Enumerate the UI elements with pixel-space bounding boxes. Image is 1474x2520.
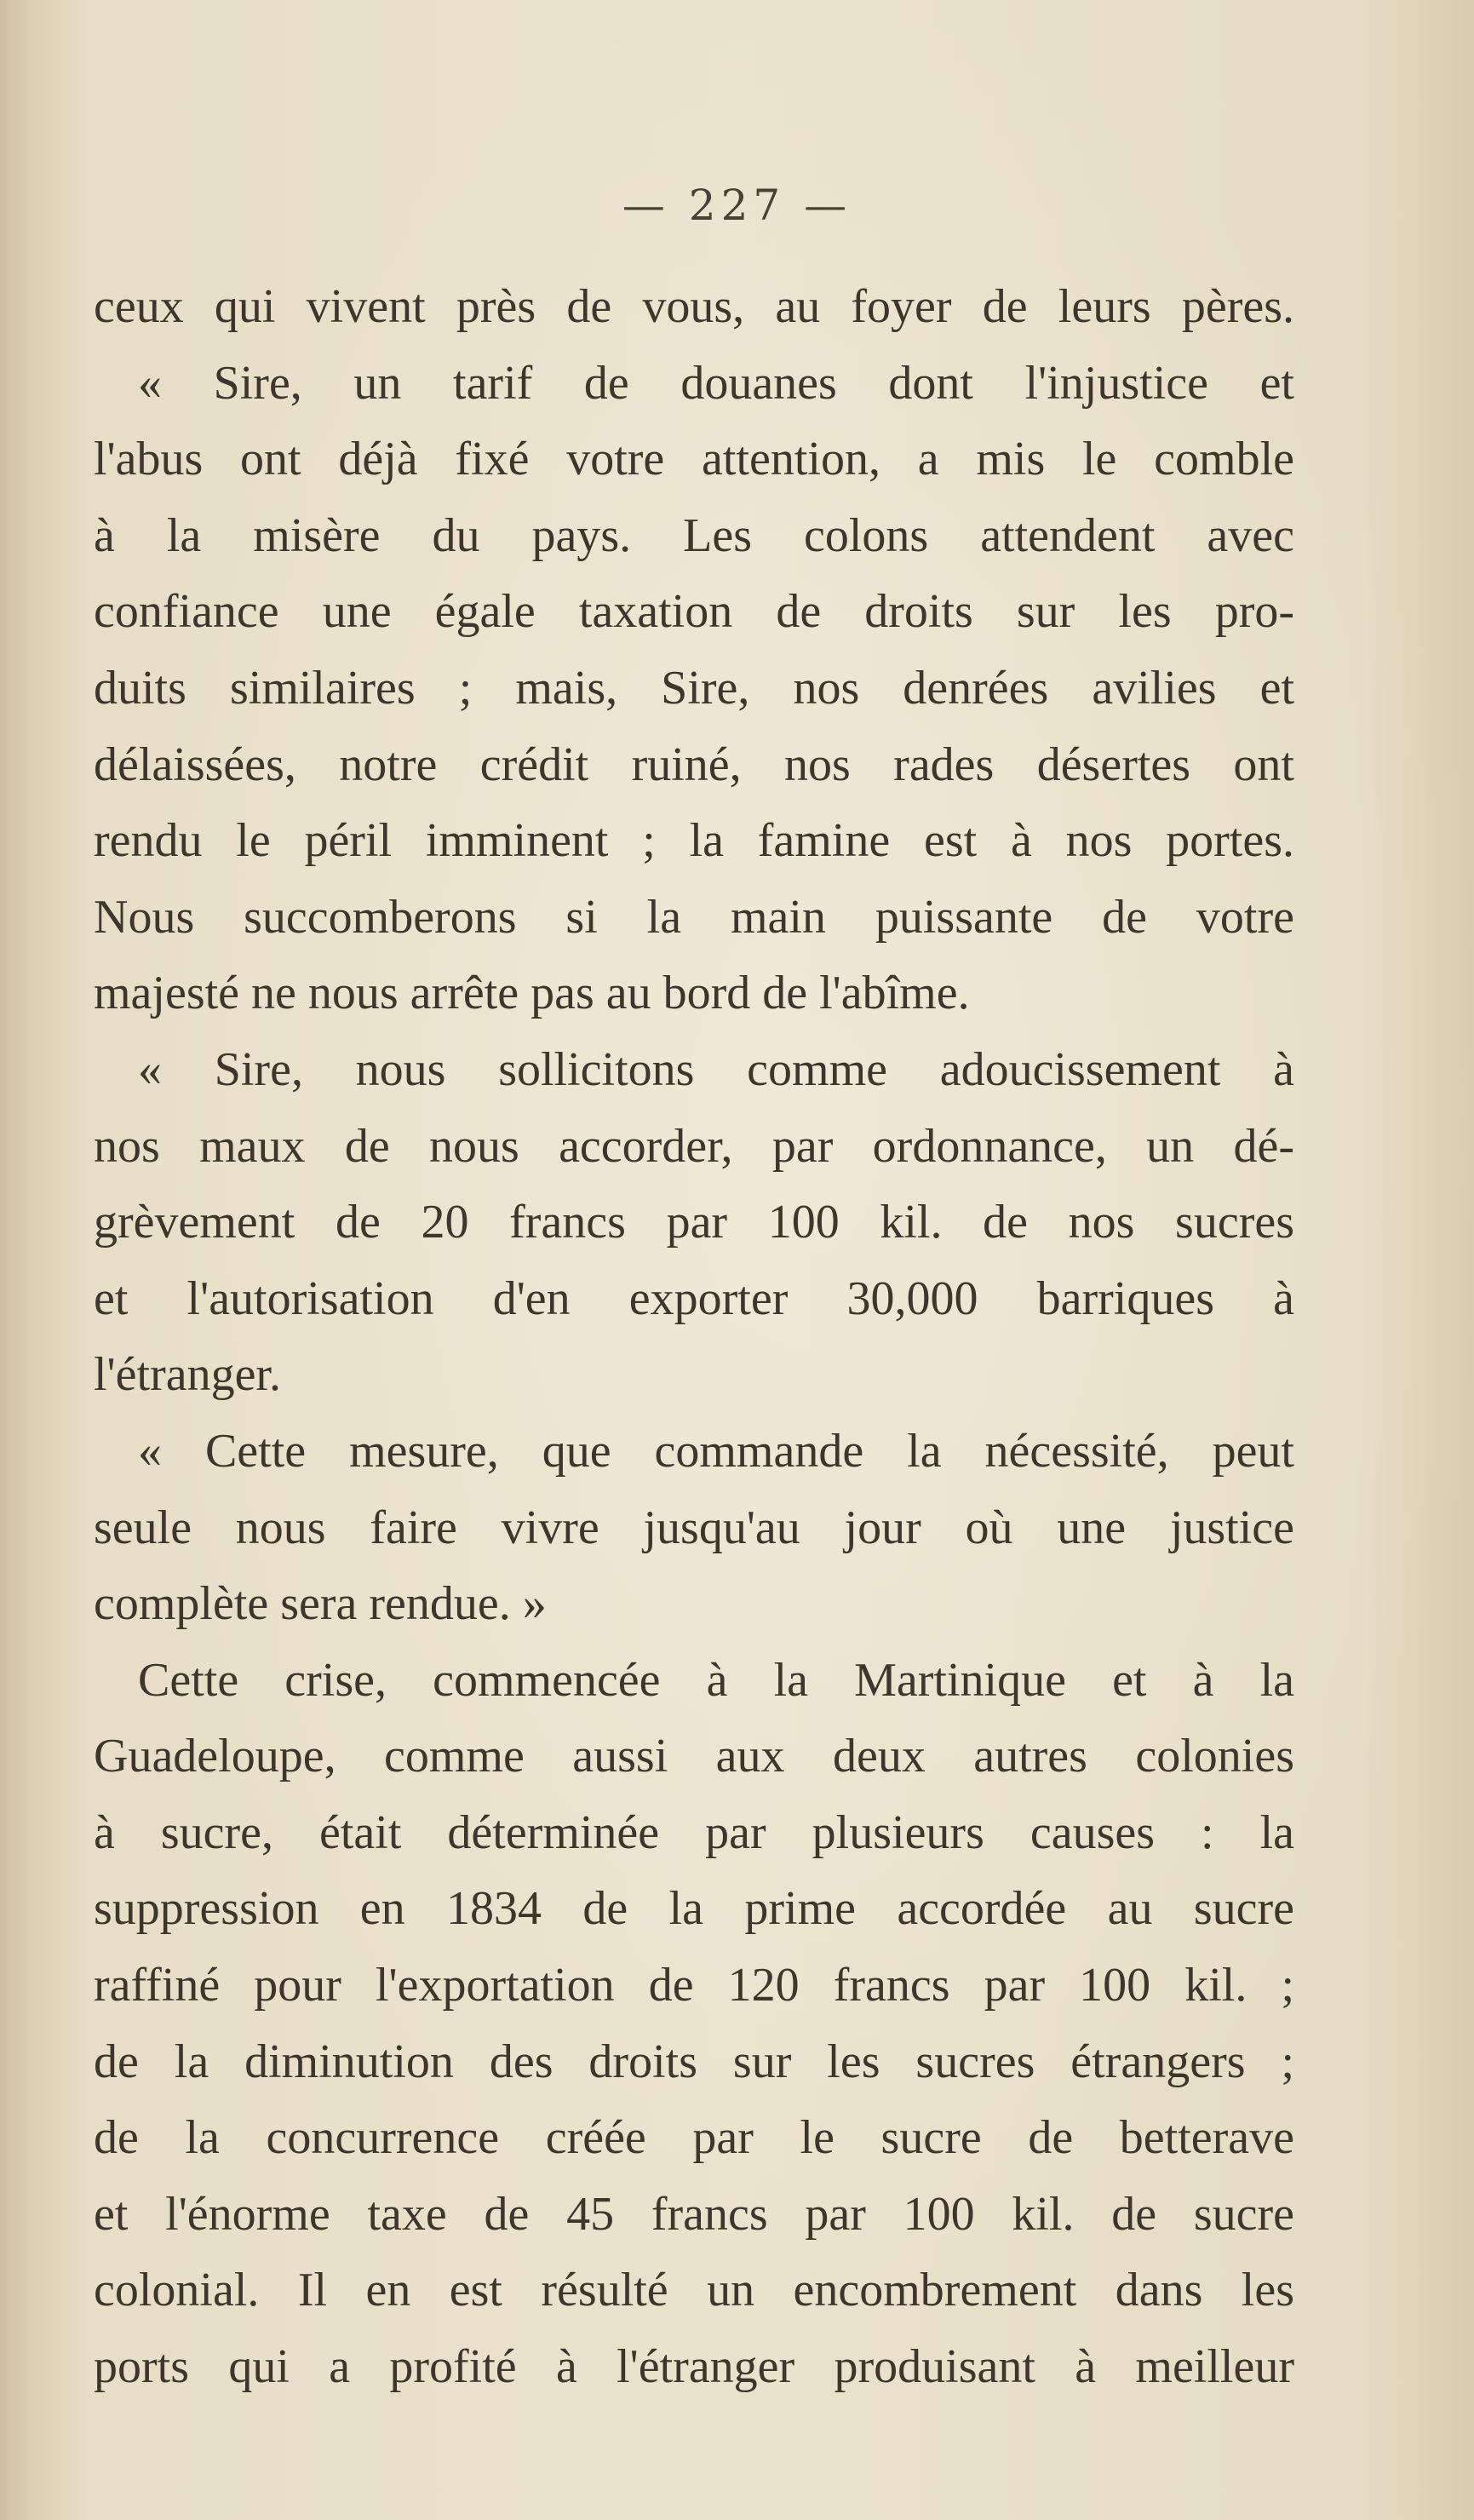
text-line: duits similaires ; mais, Sire, nos denrées avilies et	[94, 661, 1294, 715]
text-line: Cette crise, commencée à la Martinique et à la	[138, 1653, 1294, 1707]
text-line: ceux qui vivent près de vous, au foyer de leurs pères.	[94, 280, 1294, 333]
text-line: « Cette mesure, que commande la nécessité, peut	[138, 1424, 1294, 1478]
text-line: raffiné pour l'exportation de 120 francs par 100 kil. ;	[94, 1959, 1294, 2012]
text-line: de la concurrence créée par le sucre de betterave	[94, 2111, 1294, 2165]
text-line: ports qui a profité à l'étranger produisant à meilleur	[94, 2340, 1294, 2394]
text-line: « Sire, nous sollicitons comme adoucissement à	[138, 1042, 1294, 1096]
text-line: l'abus ont déjà fixé votre attention, a mis le comble	[94, 433, 1294, 486]
body-text	[94, 269, 1294, 2406]
text-line: Nous succomberons si la main puissante de votre	[94, 890, 1294, 944]
text-line: rendu le péril imminent ; la famine est à nos portes.	[94, 814, 1294, 868]
text-line: et l'autorisation d'en exporter 30,000 barriques à	[94, 1271, 1294, 1325]
text-line: et l'énorme taxe de 45 francs par 100 kil. de sucre	[94, 2187, 1294, 2241]
text-line: confiance une égale taxation de droits sur les pro-	[94, 585, 1294, 639]
text-line: Guadeloupe, comme aussi aux deux autres colonies	[94, 1730, 1294, 1783]
text-line: suppression en 1834 de la prime accordée au sucre	[94, 1882, 1294, 1936]
text-line: nos maux de nous accorder, par ordonnance, un dé-	[94, 1119, 1294, 1173]
text-line: l'étranger.	[94, 1348, 281, 1402]
text-line: complète sera rendue. »	[94, 1577, 547, 1631]
text-line: majesté ne nous arrête pas au bord de l'abîme.	[94, 967, 970, 1020]
text-line: grèvement de 20 francs par 100 kil. de nos sucres	[94, 1196, 1294, 1249]
text-line: à sucre, était déterminée par plusieurs causes : la	[94, 1805, 1294, 1859]
text-line: colonial. Il en est résulté un encombrement dans les	[94, 2264, 1294, 2317]
page-number: — 227 —	[622, 181, 852, 230]
text-line: à la misère du pays. Les colons attendent avec	[94, 508, 1294, 562]
text-line: « Sire, un tarif de douanes dont l'injustice et	[138, 356, 1294, 410]
text-line: de la diminution des droits sur les sucres étrangers ;	[94, 2035, 1294, 2088]
text-line: seule nous faire vivre jusqu'au jour où une justice	[94, 1501, 1294, 1554]
text-line: délaissées, notre crédit ruiné, nos rades désertes ont	[94, 738, 1294, 791]
